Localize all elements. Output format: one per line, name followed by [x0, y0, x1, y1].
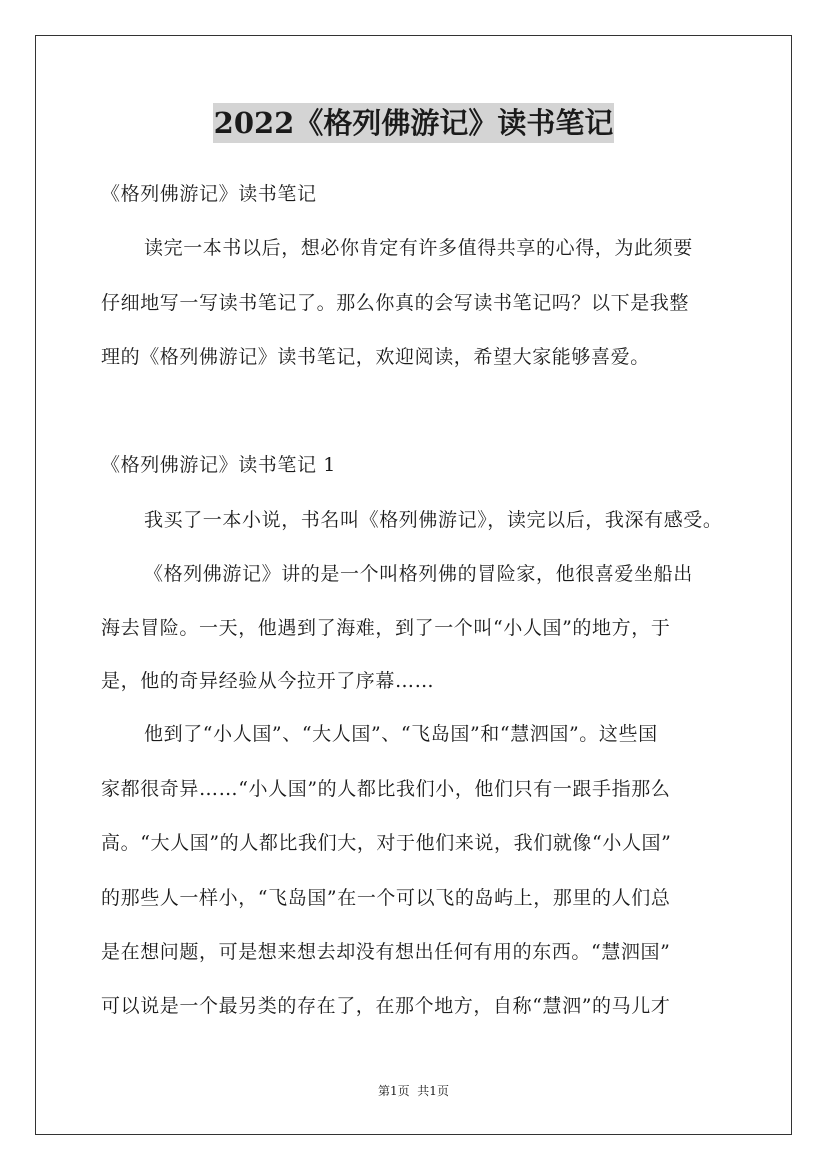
- body-line-4: 是，他的奇异经验从今拉开了序幕……: [101, 670, 435, 692]
- section-heading: 《格列佛游记》读书笔记 1: [101, 454, 336, 476]
- document-title: 2022《格列佛游记》读书笔记: [213, 103, 615, 143]
- body-line-9: 是在想问题，可是想来想去却没有想出任何有用的东西。“慧泗国”: [101, 941, 671, 963]
- body-line-1: 我买了一本小说，书名叫《格列佛游记》，读完以后，我深有感受。: [144, 509, 723, 531]
- intro-line-3: 理的《格列佛游记》读书笔记，欢迎阅读，希望大家能够喜爱。: [101, 346, 650, 368]
- body-line-3: 海去冒险。一天，他遇到了海难，到了一个叫“小人国”的地方，于: [101, 617, 671, 639]
- body-line-6: 家都很奇异……“小人国”的人都比我们小，他们只有一跟手指那么: [101, 778, 671, 800]
- body-line-5: 他到了“小人国”、“大人国”、“飞岛国”和“慧泗国”。这些国: [144, 723, 658, 745]
- intro-line-1: 读完一本书以后，想必你肯定有许多值得共享的心得，为此须要: [144, 237, 693, 259]
- intro-line-2: 仔细地写一写读书笔记了。那么你真的会写读书笔记吗？以下是我整: [101, 292, 690, 314]
- document-title-container: [0, 103, 827, 143]
- body-line-2: 《格列佛游记》讲的是一个叫格列佛的冒险家，他很喜爱坐船出: [144, 563, 693, 585]
- body-line-10: 可以说是一个最另类的存在了，在那个地方，自称“慧泗”的马儿才: [101, 995, 671, 1017]
- page-footer: [0, 1083, 827, 1099]
- body-line-8: 的那些人一样小，“飞岛国”在一个可以飞的岛屿上，那里的人们总: [101, 887, 671, 909]
- page-number: 第1页 共1页: [378, 1084, 449, 1098]
- subtitle: 《格列佛游记》读书笔记: [101, 183, 317, 205]
- body-line-7: 高。“大人国”的人都比我们大，对于他们来说，我们就像“小人国”: [101, 832, 672, 854]
